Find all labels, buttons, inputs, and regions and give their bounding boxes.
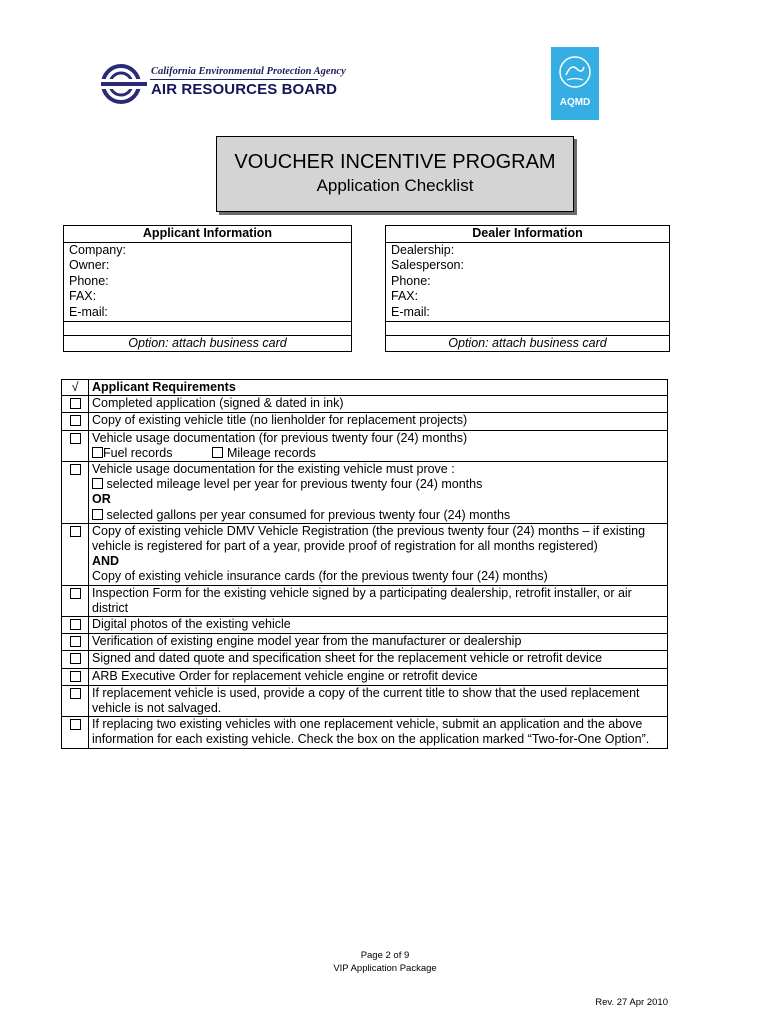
requirements-table [61,379,668,749]
mileage-records-label: Mileage records [226,445,316,460]
checkbox-two-for-one[interactable] [70,719,81,730]
checkbox-arb-executive-order[interactable] [70,671,81,682]
checkbox-mileage-level[interactable] [92,478,103,489]
checkbox-inspection-form[interactable] [70,588,81,599]
carb-board-name: AIR RESOURCES BOARD [151,81,338,98]
aqmd-label: AQMD [559,97,591,108]
or-label: OR [92,492,111,507]
applicant-info-table [63,225,352,352]
checkbox-vehicle-title[interactable] [70,415,81,426]
revision-date: Rev. 27 Apr 2010 [595,997,668,1008]
requirement-item: Verification of existing engine model year from the manufacturer or dealership [89,634,668,651]
requirement-item: Inspection Form for the existing vehicle signed by a participating dealership, retrofit installer, or air district [89,585,668,616]
requirement-item: Copy of existing vehicle DMV Vehicle Registration (the previous twenty four (24) months – if existing vehicle is registered for part of a year, provide proof of registration for all months registered) [92,523,646,554]
owner-field: Owner: [69,258,110,273]
salesperson-field: Salesperson: [391,258,464,273]
carb-divider [150,79,318,80]
insurance-requirement: Copy of existing vehicle insurance cards (for the previous twenty four (24) months) [92,569,548,584]
page-subtitle: Application Checklist [316,176,474,195]
checkbox-used-vehicle-title[interactable] [70,688,81,699]
dealer-info-header: Dealer Information [386,226,670,243]
carb-agency-name: California Environmental Protection Agency [151,66,346,77]
dealer-business-card-option: Option: attach business card [386,335,670,352]
page-number: Page 2 of 9 [360,950,410,961]
checkbox-usage-proof[interactable] [70,464,81,475]
requirement-item: Copy of existing vehicle title (no lienholder for replacement projects) [89,413,668,430]
dealer-fax-field: FAX: [391,289,419,304]
checkbox-dmv-registration[interactable] [70,526,81,537]
applicant-business-card-option: Option: attach business card [64,335,352,352]
requirement-item: Digital photos of the existing vehicle [89,617,668,634]
mileage-level-label: selected mileage level per year for previous twenty four (24) months [106,477,483,492]
requirement-item: Completed application (signed & dated in ink) [89,396,668,413]
title-box [216,136,574,212]
package-name: VIP Application Package [333,963,437,974]
applicant-blank-row[interactable] [64,321,352,335]
requirement-item: ARB Executive Order for replacement vehicle engine or retrofit device [89,668,668,685]
checkbox-usage-documentation[interactable] [70,433,81,444]
email-field: E-mail: [69,304,108,319]
requirement-item: Signed and dated quote and specification sheet for the replacement vehicle or retrofit device [89,651,668,668]
fuel-records-label: Fuel records [103,445,173,460]
and-label: AND [92,554,120,569]
check-column-header: √ [62,380,89,396]
applicant-info-header: Applicant Information [64,226,352,243]
aqmd-logo [551,47,599,120]
checkbox-completed-application[interactable] [70,398,81,409]
dealer-fields-cell[interactable] [386,242,670,321]
dealer-blank-row[interactable] [386,321,670,335]
company-field: Company: [69,242,126,257]
checkbox-mileage-records[interactable] [212,447,223,458]
phone-field: Phone: [69,273,109,288]
checkbox-digital-photos[interactable] [70,619,81,630]
gallons-consumed-label: selected gallons per year consumed for previous twenty four (24) months [106,507,511,522]
dealership-field: Dealership: [391,242,455,257]
requirements-header: Applicant Requirements [89,380,668,396]
requirement-item: If replacement vehicle is used, provide a copy of the current title to show that the used replacement vehicle is not salvaged. [89,685,668,716]
checkbox-engine-model-year[interactable] [70,636,81,647]
requirement-item: Vehicle usage documentation for the existing vehicle must prove : [92,462,455,477]
page-title: VOUCHER INCENTIVE PROGRAM [234,151,556,173]
requirement-item: Vehicle usage documentation (for previous twenty four (24) months) [92,430,468,445]
dealer-phone-field: Phone: [391,273,431,288]
checkbox-fuel-records[interactable] [92,447,103,458]
dealer-info-table [385,225,670,352]
aqmd-emblem-icon [551,47,599,97]
dealer-email-field: E-mail: [391,304,430,319]
fax-field: FAX: [69,289,97,304]
requirement-item: If replacing two existing vehicles with one replacement vehicle, submit an application and the above information for each existing vehicle. Check the box on the application marked “Two-for-One Option”. [89,717,668,748]
checkbox-quote-specification[interactable] [70,653,81,664]
checkbox-gallons-consumed[interactable] [92,509,103,520]
applicant-fields-cell[interactable] [64,242,352,321]
